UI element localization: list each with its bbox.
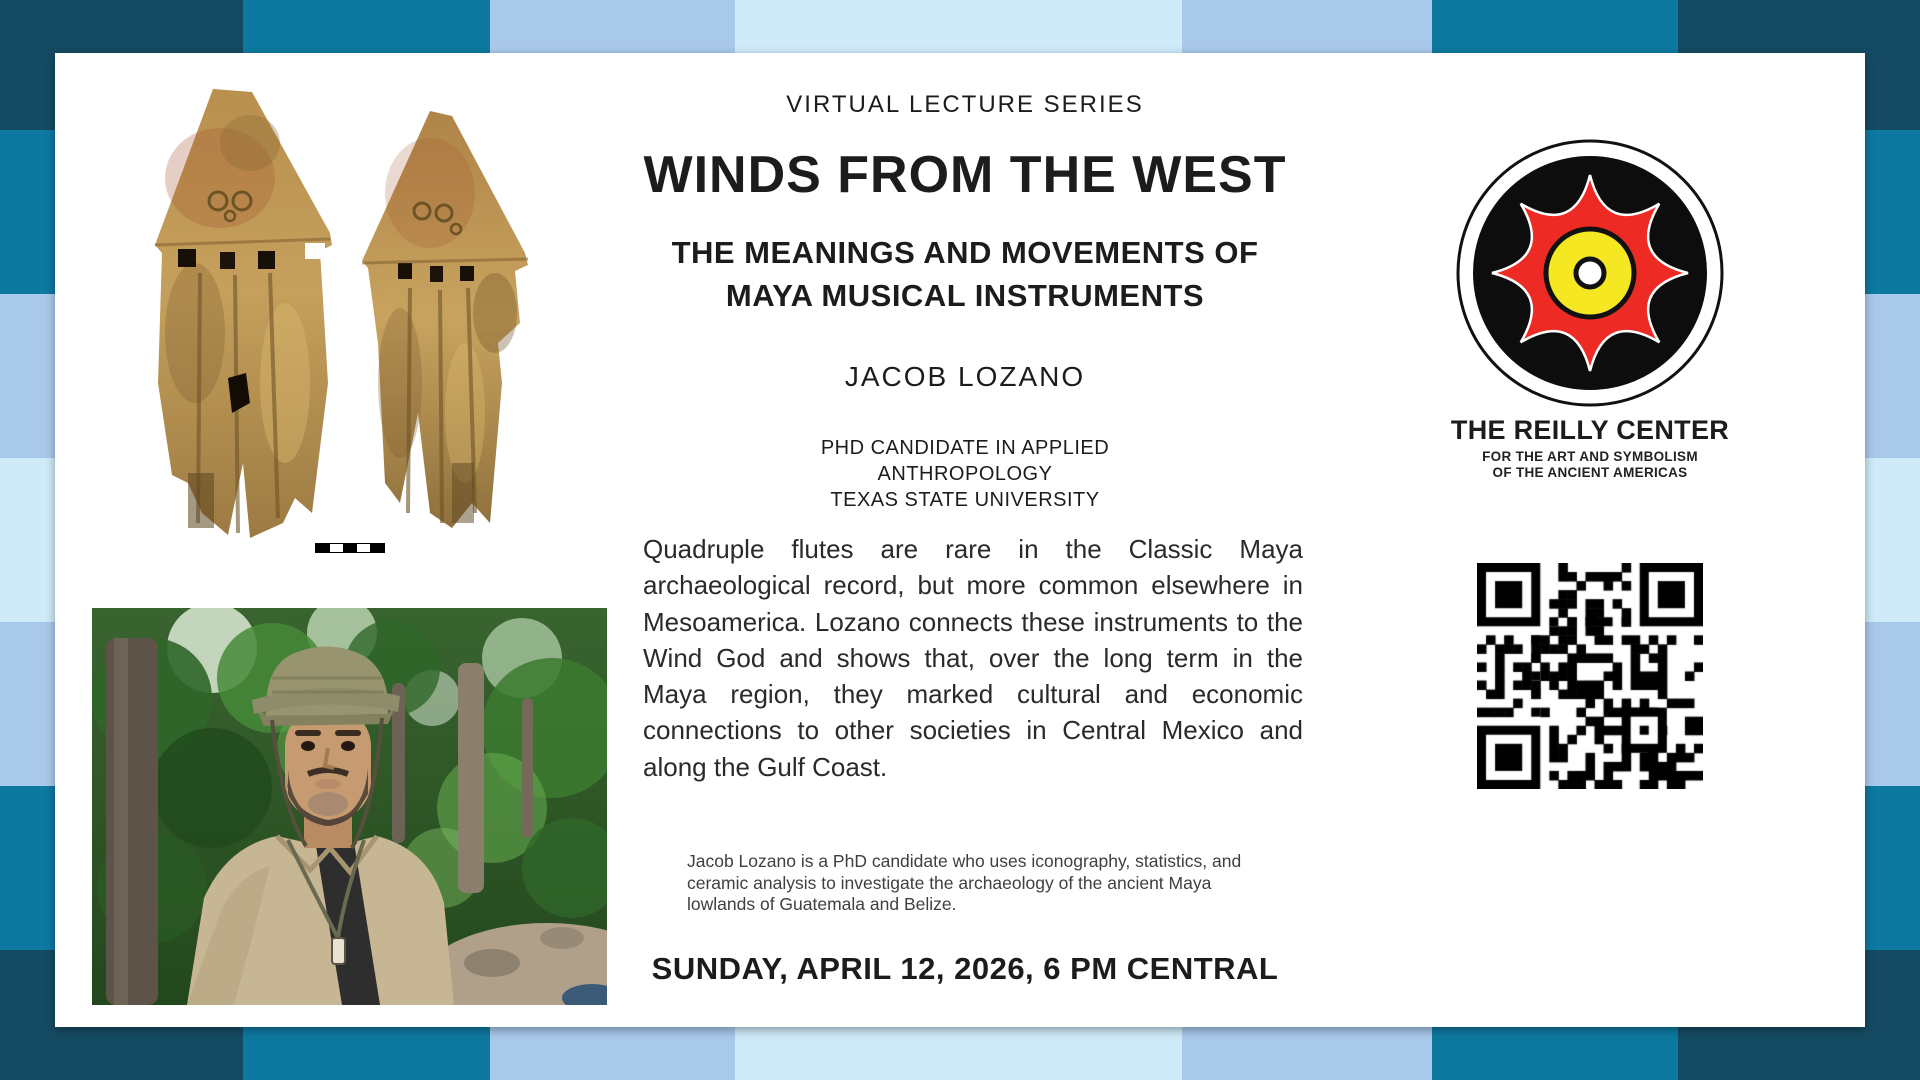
scale-segment [330,544,344,552]
speaker-credential-line3: TEXAS STATE UNIVERSITY [830,489,1100,511]
organization-tagline-line2: OF THE ANCIENT AMERICAS [1492,465,1688,480]
lecture-title: WINDS FROM THE WEST [643,146,1287,204]
flutes-artifact-image [100,83,560,553]
flute-right [362,111,528,528]
lecture-abstract: Quadruple flutes are rare in the Classic Maya archaeological record, but more common elsewhere in Mesoamerica. Lozano connects these instruments to the Wind God and shows that, over the long term in the Maya region, they marked cultural and economic connections to other societies in Central Mexico and along the Gulf Coast. [643,534,1303,782]
lecture-subtitle-line2: MAYA MUSICAL INSTRUMENTS [725,278,1205,313]
organization-name: THE REILLY CENTER [1450,415,1730,445]
scale-segment [370,544,384,552]
photo-scale-bar [315,543,385,553]
flute-left [155,89,332,538]
speaker-name: JACOB LOZANO [844,361,1086,392]
scale-segment [316,544,330,552]
scale-segment [357,544,371,552]
organization-tagline-line1: FOR THE ART AND SYMBOLISM [1482,449,1698,464]
scale-segment [343,544,357,552]
speaker-bio: Jacob Lozano is a PhD candidate who uses iconography, statistics, and ceramic analysis to investigate the archaeology of the ancient Maya lowlands of Guatemala and Belize. [687,851,1242,914]
reilly-center-logo [1455,138,1725,408]
event-datetime: SUNDAY, APRIL 12, 2026, 6 PM CENTRAL [651,951,1279,986]
speaker-credential-line1: PHD CANDIDATE IN APPLIED [820,437,1110,459]
lecture-subtitle-line1: THE MEANINGS AND MOVEMENTS OF [671,235,1259,270]
series-label: VIRTUAL LECTURE SERIES [786,91,1144,118]
qr-code [1477,563,1703,789]
speaker-portrait-image [92,608,607,1005]
speaker-credential-line2: ANTHROPOLOGY [877,463,1053,485]
flyer-card [55,53,1865,1027]
